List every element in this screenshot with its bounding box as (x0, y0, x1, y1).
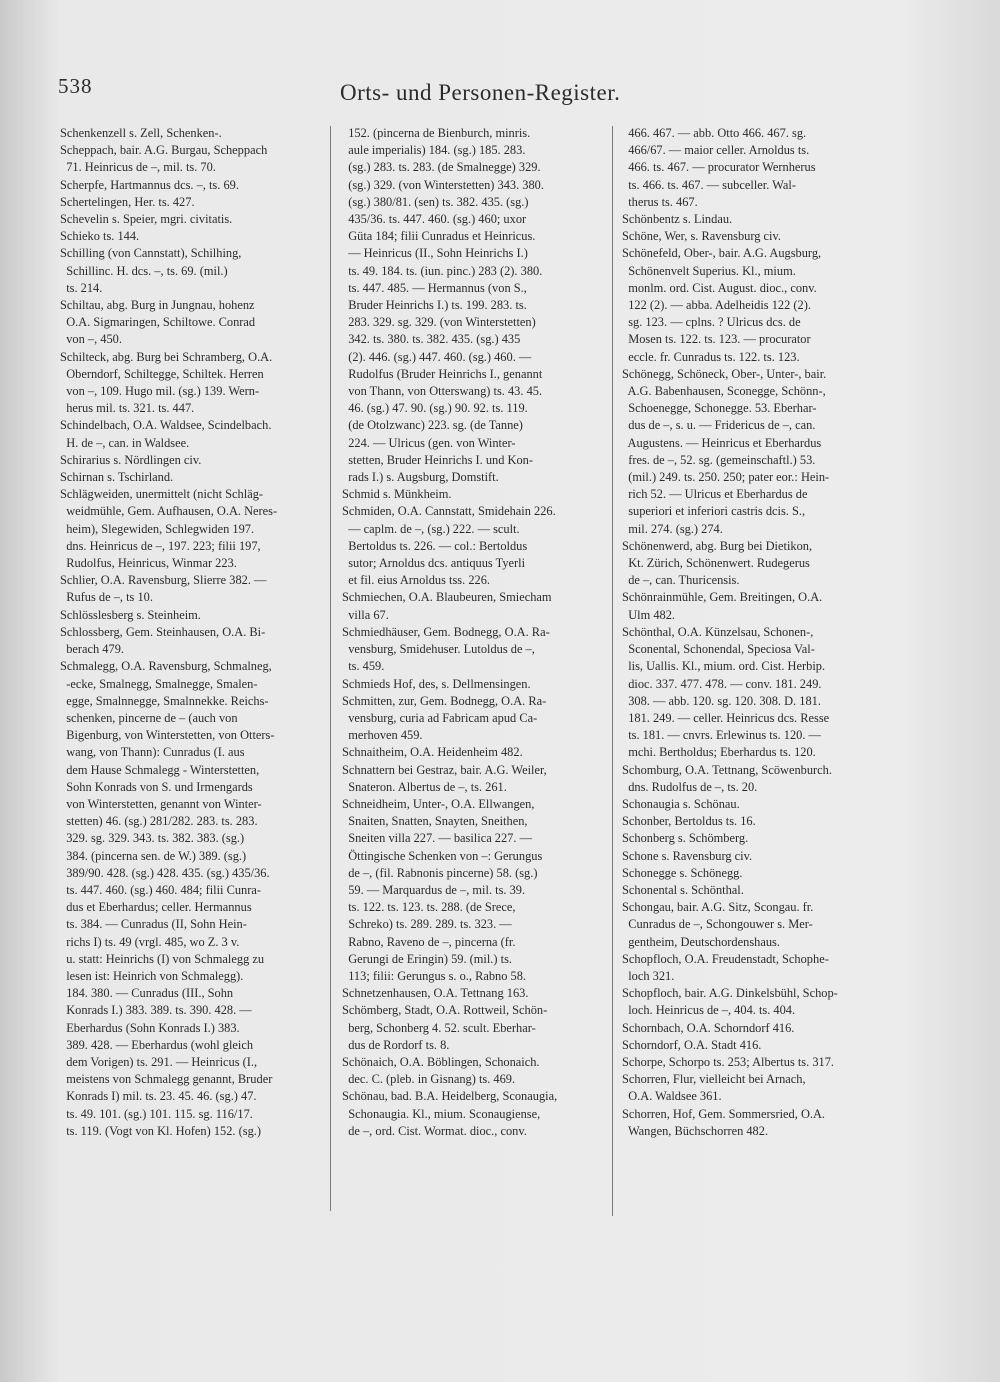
index-line: Schmieds Hof, des, s. Dellmensingen. (342, 676, 531, 691)
page-number: 538 (58, 74, 93, 98)
index-line: Schlösslesberg s. Steinheim. (60, 607, 201, 622)
index-line: von Winterstetten, genannt von Winter- (60, 796, 262, 811)
index-line: Rudolfus, Heinricus, Winmar 223. (60, 556, 237, 571)
index-line: 466/67. — maior celler. Arnoldus ts. (622, 143, 810, 158)
index-line: Güta 184; filii Cunradus et Heinricus. (342, 229, 536, 244)
index-line: heim), Slegewiden, Schlegwiden 197. (60, 521, 255, 536)
index-line: (mil.) 249. ts. 250. 250; pater eor.: Hein- (622, 470, 830, 485)
index-line: Schönaich, O.A. Böblingen, Schonaich. (342, 1054, 540, 1069)
index-line: Bruder Heinrichs I.) ts. 199. 283. ts. (342, 298, 527, 313)
index-line: Bigenburg, von Winterstetten, von Otters- (60, 728, 275, 743)
index-line: Rudolfus (Bruder Heinrichs I., genannt (342, 366, 543, 381)
index-line: (sg.) 380/81. (sen) ts. 382. 435. (sg.) (342, 194, 529, 209)
index-line: Oberndorf, Schiltegge, Schiltek. Herren (60, 366, 264, 381)
index-line: mil. 274. (sg.) 274. (622, 521, 723, 536)
index-line: dus et Eberhardus; celler. Hermannus (60, 900, 252, 915)
index-line: Schlägweiden, unermittelt (nicht Schläg- (60, 487, 264, 502)
index-column-1 (60, 125, 318, 1140)
index-line: ts. 181. — cnvrs. Erlewinus ts. 120. — (622, 728, 821, 743)
index-line: ts. 447. 460. (sg.) 460. 484; filii Cunra- (60, 882, 261, 897)
index-line: Schenkenzell s. Zell, Schenken-. (60, 126, 222, 140)
index-line: Schnattern bei Gestraz, bair. A.G. Weiler, (342, 762, 547, 777)
index-line: et fil. eius Arnoldus tss. 226. (342, 573, 490, 588)
index-line: schenken, pincerne de – (auch von (60, 710, 238, 725)
index-line: Bertoldus ts. 226. — col.: Bertoldus (342, 538, 528, 553)
index-line: Schnetzenhausen, O.A. Tettnang 163. (342, 986, 529, 1001)
index-line: -ecke, Smalnegg, Smalnegge, Smalen- (60, 676, 258, 691)
index-line: Schönegg, Schöneck, Ober-, Unter-, bair. (622, 366, 827, 381)
index-line: lis, Uallis. Kl., mium. ord. Cist. Herbip. (622, 659, 826, 674)
index-line: gentheim, Deutschordenshaus. (622, 934, 780, 949)
index-line: aule imperialis) 184. (sg.) 185. 283. (342, 143, 526, 158)
index-line: 224. — Ulricus (gen. von Winter- (342, 435, 516, 450)
index-line: Schonber, Bertoldus ts. 16. (622, 814, 756, 829)
index-line: vensburg, curia ad Fabricam apud Ca- (342, 710, 538, 725)
index-line: Schirnan s. Tschirland. (60, 470, 174, 485)
index-line: ts. 49. 101. (sg.) 101. 115. sg. 116/17. (60, 1106, 253, 1121)
index-line: Snateron. Albertus de –, ts. 261. (342, 779, 507, 794)
index-line: 184. 380. — Cunradus (III., Sohn (60, 986, 234, 1001)
index-line: Sconental, Schonendal, Speciosa Val- (622, 642, 815, 657)
index-line: von –, 109. Hugo mil. (sg.) 139. Wern- (60, 384, 260, 399)
index-line: 389. 428. — Eberhardus (wohl gleich (60, 1037, 254, 1052)
index-line: lesen ist: Heinrich von Schmalegg). (60, 968, 244, 983)
index-line: fres. de –, 52. sg. (gemeinschaftl.) 53. (622, 452, 816, 467)
index-line: 342. ts. 380. ts. 382. 435. (sg.) 435 (342, 332, 521, 347)
index-line: Schevelin s. Speier, mgri. civitatis. (60, 212, 233, 227)
index-line: Schonberg s. Schömberg. (622, 831, 749, 846)
index-line: Schnaitheim, O.A. Heidenheim 482. (342, 745, 523, 760)
index-line: monlm. ord. Cist. August. dioc., conv. (622, 280, 817, 295)
index-line: Schiltau, abg. Burg in Jungnau, hohenz (60, 298, 255, 313)
index-line: de –, can. Thuricensis. (622, 573, 740, 588)
index-line: superiori et inferiori castris dcis. S., (622, 504, 806, 519)
index-line: (sg.) 283. ts. 283. (de Smalnegge) 329. (342, 160, 541, 175)
index-line: stetten, Bruder Heinrichs I. und Kon- (342, 452, 533, 467)
index-line: richs I) ts. 49 (vrgl. 485, wo Z. 3 v. (60, 934, 240, 949)
index-line: 46. (sg.) 47. 90. (sg.) 90. 92. ts. 119. (342, 401, 528, 416)
index-line: merhoven 459. (342, 728, 423, 743)
index-line: Gerungi de Eringin) 59. (mil.) ts. (342, 951, 512, 966)
index-line: Schmid s. Münkheim. (342, 487, 452, 502)
index-line: 308. — abb. 120. sg. 120. 308. D. 181. (622, 693, 821, 708)
index-line: u. statt: Heinrichs (I) von Schmalegg zu (60, 951, 265, 966)
index-line: ts. 214. (60, 280, 103, 295)
index-line: Konrads I.) 383. 389. ts. 390. 428. — (60, 1003, 252, 1018)
index-line: Schirarius s. Nördlingen civ. (60, 452, 202, 467)
index-line: berach 479. (60, 642, 124, 657)
index-line: wang, von Thann): Cunradus (I. aus (60, 745, 245, 760)
index-line: sutor; Arnoldus dcs. antiquus Tyerli (342, 556, 526, 571)
index-line: Wangen, Büchschorren 482. (622, 1123, 769, 1138)
index-line: ts. 466. ts. 467. — subceller. Wal- (622, 177, 796, 192)
index-line: O.A. Sigmaringen, Schiltowe. Conrad (60, 315, 256, 330)
index-line: ts. 459. (342, 659, 385, 674)
index-line: stetten) 46. (sg.) 281/282. 283. ts. 283. (60, 814, 258, 829)
index-line: Schreko) ts. 289. 289. ts. 323. — (342, 917, 512, 932)
index-line: Scherpfe, Hartmannus dcs. –, ts. 69. (60, 177, 239, 192)
index-line: Schopfloch, bair. A.G. Dinkelsbühl, Schop- (622, 986, 838, 1001)
index-line: Schonegge s. Schönegg. (622, 865, 743, 880)
index-line: Schorren, Hof, Gem. Sommersried, O.A. (622, 1106, 826, 1121)
index-line: ts. 119. (Vogt von Kl. Hofen) 152. (sg.) (60, 1123, 261, 1138)
index-line: 466. 467. — abb. Otto 466. 467. sg. (622, 126, 807, 140)
index-line: Schillinc. H. dcs. –, ts. 69. (mil.) (60, 263, 228, 278)
index-line: 152. (pincerna de Bienburch, minris. (342, 126, 531, 140)
index-line: Schmiedhäuser, Gem. Bodnegg, O.A. Ra- (342, 624, 550, 639)
index-line: (de Otolzwanc) 223. sg. (de Tanne) (342, 418, 523, 433)
index-line: Schmiechen, O.A. Blaubeuren, Smiecham (342, 590, 552, 605)
index-line: ts. 447. 485. — Hermannus (von S., (342, 280, 527, 295)
index-line: — caplm. de –, (sg.) 222. — scult. (342, 521, 520, 536)
index-line: Ulm 482. (622, 607, 676, 622)
index-line: 389/90. 428. (sg.) 428. 435. (sg.) 435/36. (60, 865, 270, 880)
index-line: loch. Heinricus de –, 404. ts. 404. (622, 1003, 796, 1018)
index-line: sg. 123. — cplns. ? Ulricus dcs. de (622, 315, 801, 330)
index-line: Schertelingen, Her. ts. 427. (60, 194, 195, 209)
index-line: rads I.) s. Augsburg, Domstift. (342, 470, 499, 485)
index-line: dioc. 337. 477. 478. — conv. 181. 249. (622, 676, 822, 691)
index-line: Schönenvelt Superius. Kl., mium. (622, 263, 796, 278)
index-line: Schopfloch, O.A. Freudenstadt, Schophe- (622, 951, 829, 966)
index-line: Eberhardus (Sohn Konrads I.) 383. (60, 1020, 240, 1035)
index-line: dus de –, s. u. — Fridericus de –, can. (622, 418, 816, 433)
index-line: 113; filii: Gerungus s. o., Rabno 58. (342, 968, 527, 983)
index-line: rich 52. — Ulricus et Eberhardus de (622, 487, 808, 502)
index-line: Sneiten villa 227. — basilica 227. — (342, 831, 532, 846)
index-line: Schongau, bair. A.G. Sitz, Scongau. fr. (622, 900, 814, 915)
index-line: H. de –, can. in Waldsee. (60, 435, 190, 450)
index-line: 59. — Marquardus de –, mil. ts. 39. (342, 882, 526, 897)
index-line: Schönbentz s. Lindau. (622, 212, 733, 227)
index-line: Schornbach, O.A. Schorndorf 416. (622, 1020, 795, 1035)
index-line: dem Hause Schmalegg - Winterstetten, (60, 762, 260, 777)
index-line: Kt. Zürich, Schönenwert. Rudegerus (622, 556, 810, 571)
index-line: weidmühle, Gem. Aufhausen, O.A. Neres- (60, 504, 278, 519)
index-line: — Heinricus (II., Sohn Heinrichs I.) (342, 246, 528, 261)
index-line: dns. Rudolfus de –, ts. 20. (622, 779, 758, 794)
index-line: eccle. fr. Cunradus ts. 122. ts. 123. (622, 349, 800, 364)
index-line: Schone s. Ravensburg civ. (622, 848, 753, 863)
index-line: Schonaugia s. Schönau. (622, 796, 740, 811)
index-line: loch 321. (622, 968, 675, 983)
index-line: 181. 249. — celler. Heinricus dcs. Resse (622, 710, 830, 725)
index-line: Schilling (von Cannstatt), Schilhing, (60, 246, 242, 261)
index-column-3 (622, 125, 884, 1140)
index-line: Schömberg, Stadt, O.A. Rottweil, Schön- (342, 1003, 548, 1018)
index-line: meistens von Schmalegg genannt, Bruder (60, 1072, 273, 1087)
index-line: (2). 446. (sg.) 447. 460. (sg.) 460. — (342, 349, 532, 364)
index-column-2 (342, 125, 604, 1140)
index-line: Schneidheim, Unter-, O.A. Ellwangen, (342, 796, 535, 811)
index-line: Schlossberg, Gem. Steinhausen, O.A. Bi- (60, 624, 266, 639)
index-line: Schonental s. Schönthal. (622, 882, 744, 897)
index-line: Schmalegg, O.A. Ravensburg, Schmalneg, (60, 659, 272, 674)
index-line: de –, ord. Cist. Wormat. dioc., conv. (342, 1123, 527, 1138)
index-line: de –, (fil. Rabnonis pincerne) 58. (sg.) (342, 865, 538, 880)
index-line: Schönthal, O.A. Künzelsau, Schonen-, (622, 624, 814, 639)
index-line: Augustens. — Heinricus et Eberhardus (622, 435, 822, 450)
index-line: Schilteck, abg. Burg bei Schramberg, O.A. (60, 349, 273, 364)
index-line: 329. sg. 329. 343. ts. 382. 383. (sg.) (60, 831, 245, 846)
index-line: O.A. Waldsee 361. (622, 1089, 722, 1104)
index-line: Schmiden, O.A. Cannstatt, Smidehain 226. (342, 504, 556, 519)
index-line: dem Vorigen) ts. 291. — Heinricus (I., (60, 1054, 258, 1069)
index-line: Rufus de –, ts 10. (60, 590, 153, 605)
index-line: therus ts. 467. (622, 194, 698, 209)
index-line: Cunradus de –, Schongouwer s. Mer- (622, 917, 813, 932)
index-line: von –, 450. (60, 332, 122, 347)
index-line: Schonaugia. Kl., mium. Sconaugiense, (342, 1106, 541, 1121)
index-line: dus de Rordorf ts. 8. (342, 1037, 450, 1052)
index-line: Schönau, bad. B.A. Heidelberg, Sconaugia, (342, 1089, 558, 1104)
index-line: mchi. Bertholdus; Eberhardus ts. 120. (622, 745, 816, 760)
index-line: Schomburg, O.A. Tettnang, Scöwenburch. (622, 762, 832, 777)
index-line: dec. C. (pleb. in Gisnang) ts. 469. (342, 1072, 516, 1087)
index-line: Schlier, O.A. Ravensburg, Slierre 382. — (60, 573, 267, 588)
index-line: 466. ts. 467. — procurator Wernherus (622, 160, 816, 175)
index-line: dns. Heinricus de –, 197. 223; filii 197, (60, 538, 261, 553)
index-line: 122 (2). — abba. Adelheidis 122 (2). (622, 298, 811, 313)
index-line: egge, Smalnnegge, Smalnnekke. Reichs- (60, 693, 269, 708)
index-line: Schoenegge, Schonegge. 53. Eberhar- (622, 401, 817, 416)
index-line: 384. (pincerna sen. de W.) 389. (sg.) (60, 848, 247, 863)
column-rule-1 (330, 126, 331, 1211)
index-line: ts. 49. 184. ts. (iun. pinc.) 283 (2). 380. (342, 263, 543, 278)
index-line: ts. 122. ts. 123. ts. 288. (de Srece, (342, 900, 516, 915)
column-rule-2 (612, 126, 613, 1216)
index-line: Schorpe, Schorpo ts. 253; Albertus ts. 317. (622, 1054, 835, 1069)
index-line: herus mil. ts. 321. ts. 447. (60, 401, 195, 416)
index-line: Konrads I) mil. ts. 23. 45. 46. (sg.) 47. (60, 1089, 257, 1104)
index-line: A.G. Babenhausen, Sconegge, Schönn-, (622, 384, 826, 399)
index-line: Schönrainmühle, Gem. Breitingen, O.A. (622, 590, 823, 605)
index-line: Schindelbach, O.A. Waldsee, Scindelbach. (60, 418, 272, 433)
index-line: Schöne, Wer, s. Ravensburg civ. (622, 229, 781, 244)
index-line: 71. Heinricus de –, mil. ts. 70. (60, 160, 216, 175)
index-line: villa 67. (342, 607, 389, 622)
index-line: Mosen ts. 122. ts. 123. — procurator (622, 332, 811, 347)
index-line: Schmitten, zur, Gem. Bodnegg, O.A. Ra- (342, 693, 547, 708)
index-line: Schönefeld, Ober-, bair. A.G. Augsburg, (622, 246, 822, 261)
index-line: Öttingische Schenken von –: Gerungus (342, 848, 543, 863)
index-line: Rabno, Raveno de –, pincerna (fr. (342, 934, 516, 949)
running-title: Orts- und Personen-Register. (340, 80, 621, 105)
index-line: berg, Schonberg 4. 52. scult. Eberhar- (342, 1020, 536, 1035)
index-line: vensburg, Smidehuser. Lutoldus de –, (342, 642, 535, 657)
index-line: (sg.) 329. (von Winterstetten) 343. 380. (342, 177, 544, 192)
index-line: Snaiten, Snatten, Snayten, Sneithen, (342, 814, 528, 829)
index-line: ts. 384. — Cunradus (II, Sohn Hein- (60, 917, 247, 932)
index-line: Schönenwerd, abg. Burg bei Dietikon, (622, 538, 813, 553)
index-line: Sohn Konrads von S. und Irmengards (60, 779, 253, 794)
index-line: Scheppach, bair. A.G. Burgau, Scheppach (60, 143, 268, 158)
index-line: 435/36. ts. 447. 460. (sg.) 460; uxor (342, 212, 527, 227)
index-line: 283. 329. sg. 329. (von Winterstetten) (342, 315, 536, 330)
index-line: von Thann, von Otterswang) ts. 43. 45. (342, 384, 543, 399)
index-line: Schieko ts. 144. (60, 229, 140, 244)
index-line: Schorren, Flur, vielleicht bei Arnach, (622, 1072, 806, 1087)
index-line: Schorndorf, O.A. Stadt 416. (622, 1037, 762, 1052)
